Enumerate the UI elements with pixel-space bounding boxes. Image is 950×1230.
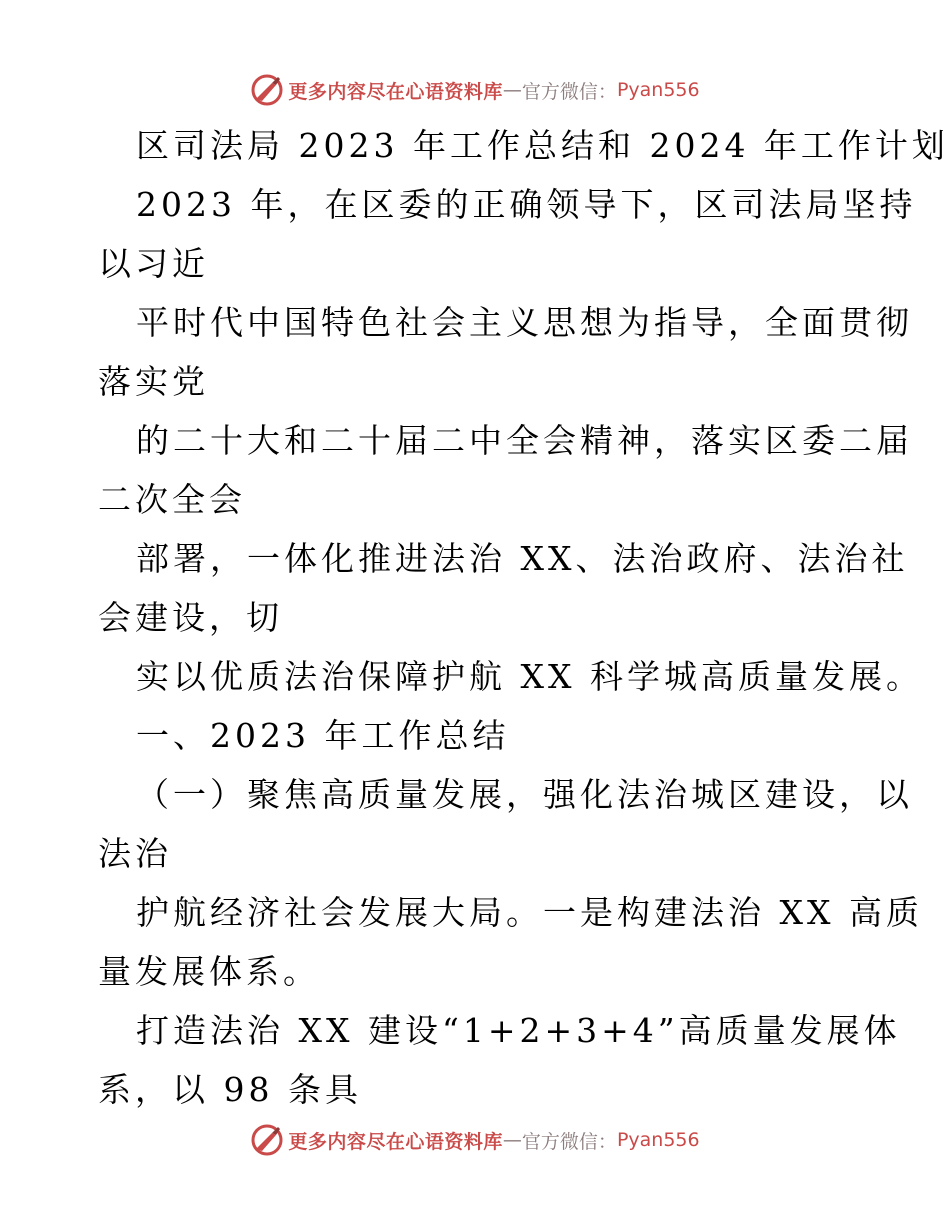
subsection-heading: （一）聚焦高质量发展，强化法治城区建设，以 <box>136 775 913 814</box>
watermark-slogan: 更多内容尽在心语资料库 <box>288 80 503 103</box>
brush-logo-icon <box>250 1123 284 1157</box>
watermark-separator: — <box>502 79 522 101</box>
paragraph-line: 打造法治 XX 建设“1+2+3+4”高质量发展体 <box>136 1011 901 1050</box>
paragraph-line: 量发展体系。 <box>98 952 320 991</box>
paragraph-line: 落实党 <box>98 362 209 401</box>
paragraph-line: 的二十大和二十届二中全会精神，落实区委二届 <box>136 421 913 460</box>
paragraph-line: 二次全会 <box>98 480 246 519</box>
watermark-slogan: 更多内容尽在心语资料库 <box>288 1130 503 1153</box>
brush-logo-icon <box>250 73 284 107</box>
watermark-wechat-id: Pyan556 <box>616 79 700 101</box>
section-heading: 一、2023 年工作总结 <box>136 716 510 755</box>
paragraph-line: 实以优质法治保障护航 XX 科学城高质量发展。 <box>136 657 923 696</box>
paragraph-line: 平时代中国特色社会主义思想为指导，全面贯彻 <box>136 303 913 342</box>
paragraph-line: 以习近 <box>98 244 209 283</box>
paragraph-line: 法治 <box>98 834 172 873</box>
paragraph-line: 会建设，切 <box>98 598 283 637</box>
paragraph-line: 护航经济社会发展大局。一是构建法治 XX 高质 <box>136 893 923 932</box>
watermark-wechat-id: Pyan556 <box>616 1129 700 1151</box>
watermark-separator: — <box>502 1129 522 1151</box>
paragraph-line: 部署，一体化推进法治 XX、法治政府、法治社 <box>136 539 909 578</box>
header-watermark <box>0 70 950 110</box>
paragraph-line: 2023 年，在区委的正确领导下，区司法局坚持 <box>136 185 917 224</box>
watermark-contact-label: 官方微信： <box>521 80 617 103</box>
watermark-contact-label: 官方微信： <box>521 1130 617 1153</box>
document-title: 区司法局 2023 年工作总结和 2024 年工作计划 <box>136 126 949 165</box>
paragraph-line: 系，以 98 条具 <box>98 1070 362 1109</box>
footer-watermark <box>0 1120 950 1160</box>
